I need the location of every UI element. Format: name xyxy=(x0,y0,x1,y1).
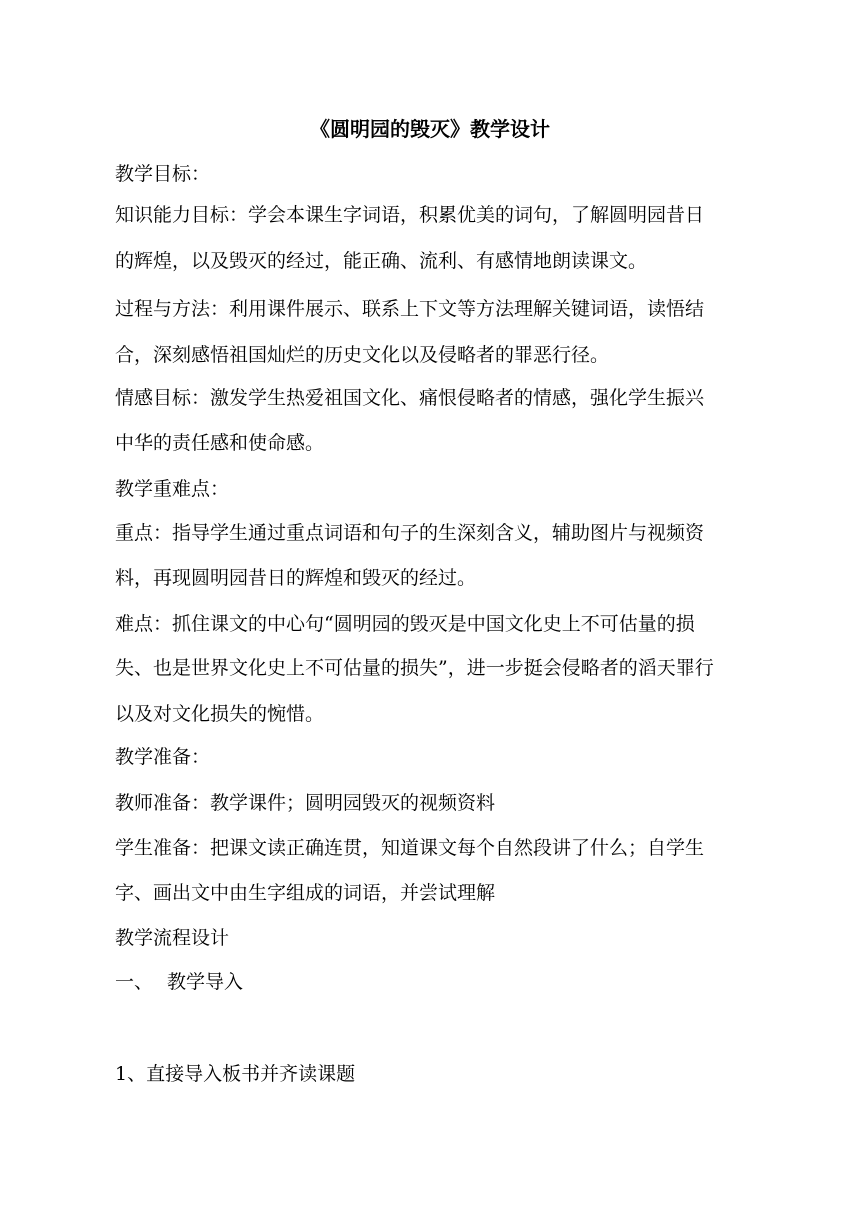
paragraph-line: 过程与方法：利用课件展示、联系上下文等方法理解关键词语，读悟结 xyxy=(115,298,705,320)
section-one-heading xyxy=(115,968,243,996)
heading-teaching-goals: 教学目标： xyxy=(115,163,211,185)
section-one-number: 一、 xyxy=(115,971,154,993)
heading-teaching-prep: 教学准备： xyxy=(115,746,211,768)
document-title: 《圆明园的毁灭》教学设计 xyxy=(310,117,550,141)
step-one: 1、直接导入板书并齐读课题 xyxy=(115,1063,356,1085)
paragraph-line: 学生准备：把课文读正确连贯，知道课文每个自然段讲了什么；自学生 xyxy=(115,837,705,859)
heading-key-difficulties: 教学重难点： xyxy=(115,478,230,500)
paragraph-line: 以及对文化损失的惋惜。 xyxy=(115,703,325,725)
paragraph-line: 字、画出文中由生字组成的词语，并尝试理解 xyxy=(115,882,496,904)
paragraph-line: 知识能力目标：学会本课生字词语，积累优美的词句，了解圆明园昔日 xyxy=(115,204,705,226)
paragraph-line: 中华的责任感和使命感。 xyxy=(115,432,325,454)
section-one-label: 教学导入 xyxy=(167,971,244,993)
paragraph-line: 情感目标：激发学生热爱祖国文化、痛恨侵略者的情感，强化学生振兴 xyxy=(115,387,705,409)
paragraph-line: 重点：指导学生通过重点词语和句子的生深刻含义，辅助图片与视频资 xyxy=(115,522,705,544)
paragraph-line: 难点：抓住课文的中心句“圆明园的毁灭是中国文化史上不可估量的损 xyxy=(115,613,695,635)
paragraph-line: 失、也是世界文化史上不可估量的损失”，进一步挺会侵略者的滔天罪行 xyxy=(115,657,714,679)
paragraph-line: 教师准备：教学课件；圆明园毁灭的视频资料 xyxy=(115,792,496,814)
paragraph-line: 合，深刻感悟祖国灿烂的历史文化以及侵略者的罪恶行径。 xyxy=(115,344,610,366)
heading-teaching-flow: 教学流程设计 xyxy=(115,927,230,949)
paragraph-line: 的辉煌，以及毁灭的经过，能正确、流利、有感情地朗读课文。 xyxy=(115,250,648,272)
paragraph-line: 料，再现圆明园昔日的辉煌和毁灭的经过。 xyxy=(115,567,477,589)
